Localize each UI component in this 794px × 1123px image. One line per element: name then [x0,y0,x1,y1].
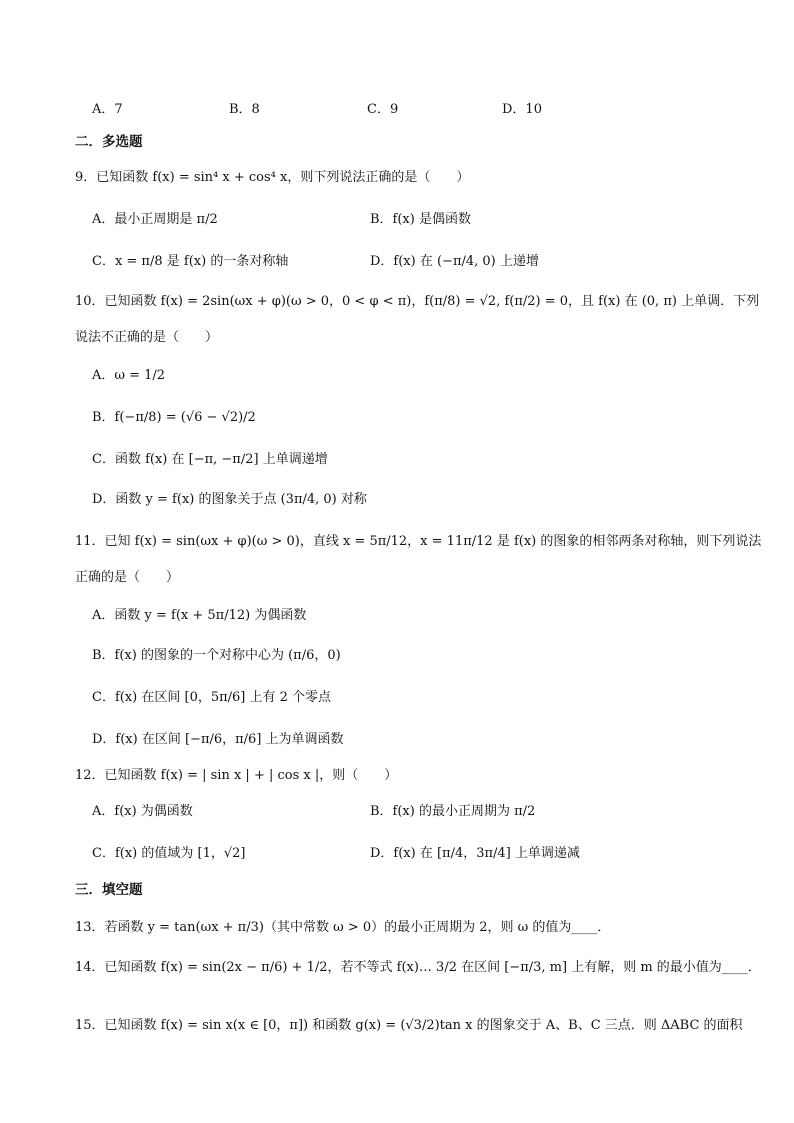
section-heading-fill-in: 三．填空题 [75,882,143,898]
q12-option-b: B．f(x) 的最小正周期为 π/2 [370,804,536,819]
q10-stem-cont: 说法不正确的是（ ） [75,330,219,345]
q11-option-c: C．f(x) 在区间 [0，5π/6] 上有 2 个零点 [92,690,332,705]
q12-option-d: D．f(x) 在 [π/4，3π/4] 上单调递减 [370,846,580,861]
q9-option-b: B．f(x) 是偶函数 [370,212,471,227]
q14-stem: 14．已知函数 f(x) = sin(2x − π/6) + 1/2，若不等式 f(x)… 3/2 在区间 [−π/3, m] 上有解，则 m 的最小值为____． [75,960,761,975]
q12-option-a: A．f(x) 为偶函数 [92,804,193,819]
q8-option-d: D．10 [502,102,542,117]
q8-option-b: B．8 [229,102,260,117]
q8-option-c: C．9 [367,102,399,117]
q10-option-c: C．函数 f(x) 在 [−π, −π/2] 上单调递增 [92,452,328,467]
q11-stem-cont: 正确的是（ ） [75,570,180,585]
q9-option-c: C．x = π/8 是 f(x) 的一条对称轴 [92,254,289,269]
q8-option-a: A．7 [92,102,123,117]
section-heading-multiple-choice: 二．多选题 [75,134,143,150]
q11-option-b: B．f(x) 的图象的一个对称中心为 (π/6，0) [92,648,341,663]
q10-option-a: A．ω = 1/2 [92,368,166,383]
q11-option-a: A．函数 y = f(x + 5π/12) 为偶函数 [92,608,307,623]
q10-stem: 10．已知函数 f(x) = 2sin(ωx + φ)(ω > 0，0 < φ < π)，f(π/8) = √2, f(π/2) = 0，且 f(x) 在 (0, π) 上单调．下列 [75,294,760,309]
q12-option-c: C．f(x) 的值域为 [1，√2] [92,846,246,861]
q12-stem: 12．已知函数 f(x) = | sin x | + | cos x |，则（ ） [75,768,398,783]
q9-option-d: D．f(x) 在 (−π/4, 0) 上递增 [370,254,539,269]
q13-stem: 13．若函数 y = tan(ωx + π/3)（其中常数 ω > 0）的最小正周期为 2，则 ω 的值为____． [75,920,611,935]
q10-option-b: B．f(−π/8) = (√6 − √2)/2 [92,410,256,425]
q15-stem: 15．已知函数 f(x) = sin x(x ∈ [0，π]) 和函数 g(x) = (√3/2)tan x 的图象交于 A、B、C 三点．则 ΔABC 的面积 [75,1018,743,1033]
q11-stem: 11．已知 f(x) = sin(ωx + φ)(ω > 0)，直线 x = 5π/12，x = 11π/12 是 f(x) 的图象的相邻两条对称轴，则下列说法 [75,534,762,549]
q10-option-d: D．函数 y = f(x) 的图象关于点 (3π/4, 0) 对称 [92,492,367,507]
q9-option-a: A．最小正周期是 π/2 [92,212,218,227]
q9-stem: 9．已知函数 f(x) = sin⁴ x + cos⁴ x，则下列说法正确的是（ ） [75,170,470,185]
q11-option-d: D．f(x) 在区间 [−π/6，π/6] 上为单调函数 [92,732,344,747]
